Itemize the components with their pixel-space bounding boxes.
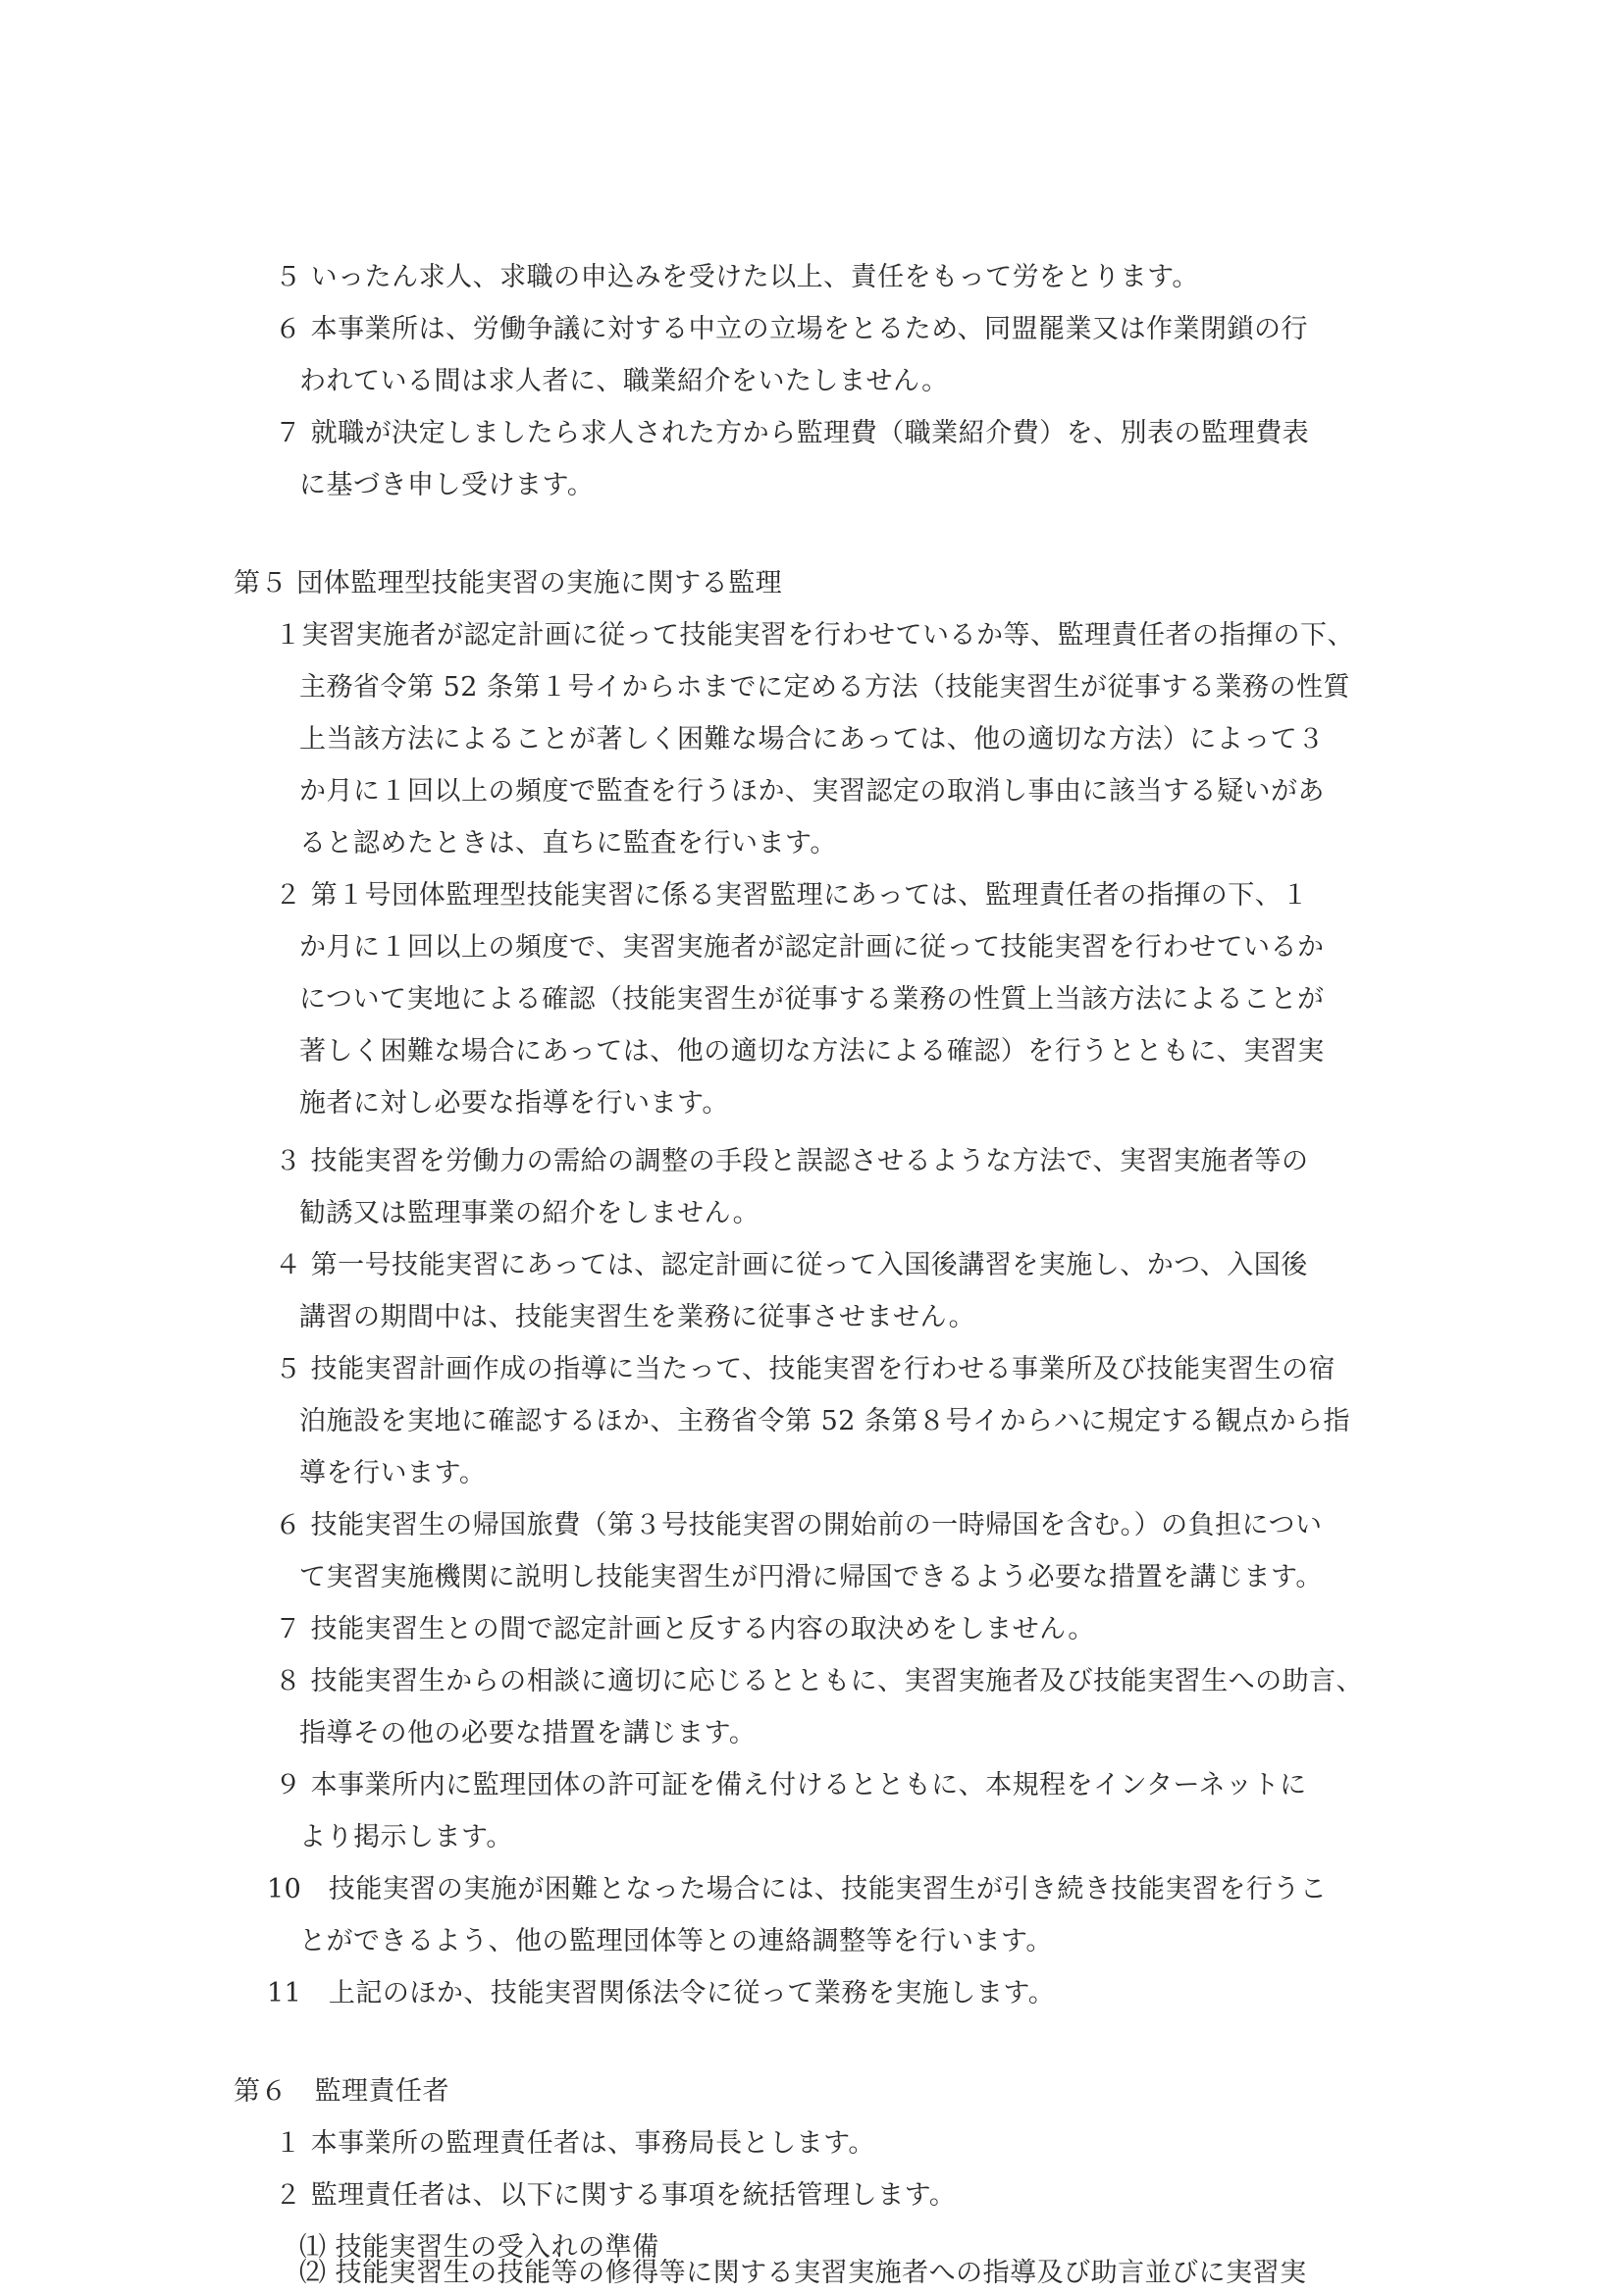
s5-item-10-line-1: 10 技能実習の実施が困難となった場合には、技能実習生が引き続き技能実習を行うこ (267, 1874, 1328, 1904)
top-item-7-line-1: ７ 就職が決定しましたら求人された方から監理費（職業紹介費）を、別表の監理費表 (275, 418, 1310, 448)
s5-item-2-line-3: について実地による確認（技能実習生が従事する業務の性質上当該方法によることが (299, 984, 1325, 1015)
s6-subitem-1-line-1: ⑴ 技能実習生の受入れの準備 (299, 2232, 659, 2263)
section5-heading: 第５ 団体監理型技能実習の実施に関する監理 (234, 568, 783, 599)
s5-item-5-line-3: 導を行います。 (299, 1458, 487, 1488)
top-item-6-line-1: ６ 本事業所は、労働争議に対する中立の立場をとるため、同盟罷業又は作業閉鎖の行 (275, 314, 1309, 344)
s5-item-2-line-1: ２ 第１号団体監理型技能実習に係る実習監理にあっては、監理責任者の指揮の下、１ (275, 880, 1309, 911)
top-item-7-line-2: に基づき申し受けます。 (299, 470, 595, 500)
s5-item-11-line-1: 11 上記のほか、技能実習関係法令に従って業務を実施します。 (267, 1978, 1056, 2008)
s5-item-3-line-1: ３ 技能実習を労働力の需給の調整の手段と誤認させるような方法で、実習実施者等の (275, 1146, 1309, 1176)
s5-item-2-line-2: か月に１回以上の頻度で、実習実施者が認定計画に従って技能実習を行わせているか (299, 932, 1325, 963)
s5-item-1-line-2: 主務省令第 52 条第１号イからホまでに定める方法（技能実習生が従事する業務の性質 (299, 672, 1351, 703)
s5-item-1-line-4: か月に１回以上の頻度で監査を行うほか、実習認定の取消し事由に該当する疑いがあ (299, 776, 1325, 807)
s5-item-4-line-1: ４ 第一号技能実習にあっては、認定計画に従って入国後講習を実施し、かつ、入国後 (275, 1250, 1308, 1280)
s5-item-3-line-2: 勧誘又は監理事業の紹介をしません。 (299, 1198, 760, 1228)
section6-heading: 第６ 監理責任者 (234, 2076, 449, 2107)
s5-item-1-line-5: ると認めたときは、直ちに監査を行います。 (299, 828, 837, 859)
s5-item-9-line-2: より掲示します。 (299, 1822, 513, 1852)
s6-subitem-2-line-1: ⑵ 技能実習生の技能等の修得等に関する実習実施者への指導及び助言並びに実習実 (299, 2258, 1307, 2288)
s5-item-10-line-2: とができるよう、他の監理団体等との連絡調整等を行います。 (299, 1926, 1053, 1956)
s5-item-5-line-1: ５ 技能実習計画作成の指導に当たって、技能実習を行わせる事業所及び技能実習生の宿 (275, 1354, 1336, 1384)
s6-item-2-line-1: ２ 監理責任者は、以下に関する事項を統括管理します。 (275, 2180, 957, 2211)
s6-item-1-line-1: １ 本事業所の監理責任者は、事務局長とします。 (275, 2128, 875, 2159)
s5-item-8-line-2: 指導その他の必要な措置を講じます。 (299, 1718, 757, 1748)
s5-item-1-line-3: 上当該方法によることが著しく困難な場合にあっては、他の適切な方法）によって３ (299, 724, 1325, 755)
top-item-5-line-1: ５ いったん求人、求職の申込みを受けた以上、責任をもって労をとります。 (275, 262, 1199, 292)
s5-item-2-line-5: 施者に対し必要な指導を行います。 (299, 1088, 729, 1119)
s5-item-4-line-2: 講習の期間中は、技能実習生を業務に従事させません。 (299, 1302, 976, 1332)
s5-item-8-line-1: ８ 技能実習生からの相談に適切に応じるとともに、実習実施者及び技能実習生への助言、 (275, 1666, 1364, 1696)
s5-item-9-line-1: ９ 本事業所内に監理団体の許可証を備え付けるとともに、本規程をインターネットに (275, 1770, 1307, 1800)
s5-item-1-line-1: １実習実施者が認定計画に従って技能実習を行わせているか等、監理責任者の指揮の下、 (275, 620, 1354, 651)
s5-item-5-line-2: 泊施設を実地に確認するほか、主務省令第 52 条第８号イからハに規定する観点から指 (299, 1406, 1351, 1436)
s5-item-6-line-1: ６ 技能実習生の帰国旅費（第３号技能実習の開始前の一時帰国を含む。）の負担につい (275, 1510, 1323, 1540)
s5-item-2-line-4: 著しく困難な場合にあっては、他の適切な方法による確認）を行うとともに、実習実 (299, 1036, 1325, 1067)
s5-item-6-line-2: て実習実施機関に説明し技能実習生が円滑に帰国できるよう必要な措置を講じます。 (299, 1562, 1323, 1592)
top-item-6-line-2: われている間は求人者に、職業紹介をいたしません。 (299, 366, 949, 396)
s5-item-7-line-1: ７ 技能実習生との間で認定計画と反する内容の取決めをしません。 (275, 1614, 1095, 1644)
